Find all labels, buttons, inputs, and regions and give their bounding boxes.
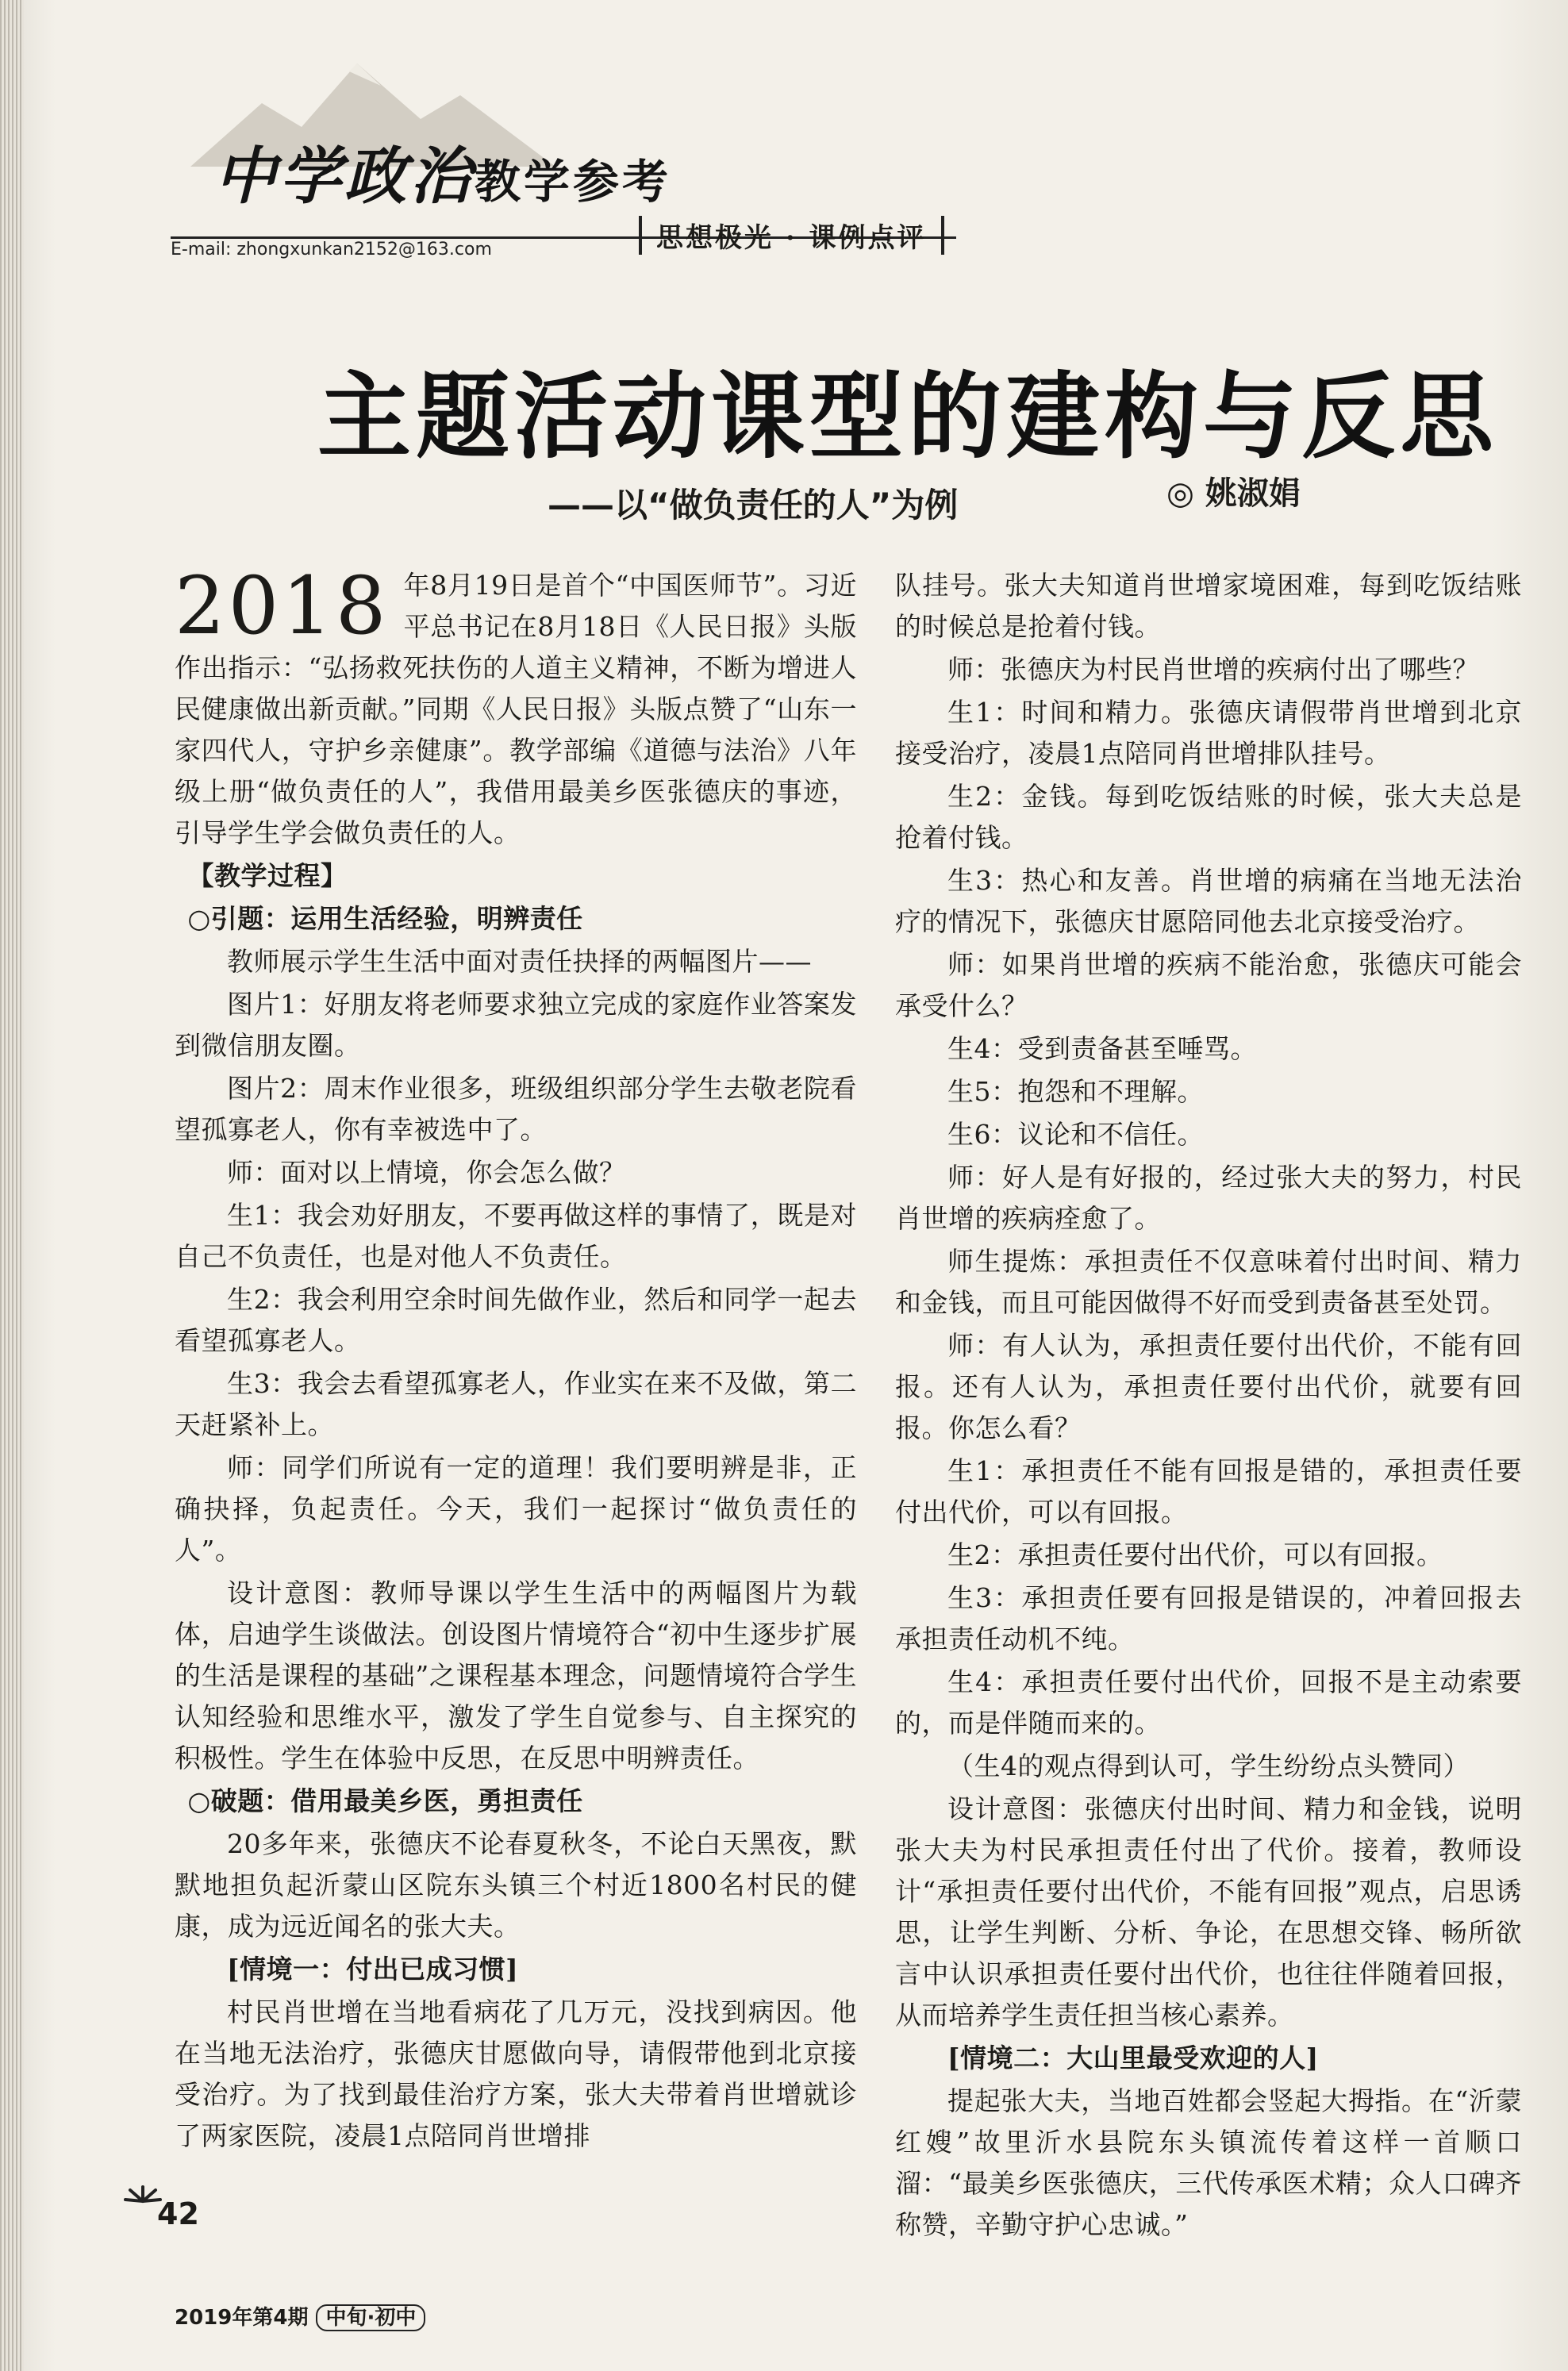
body-paragraph — [895, 2081, 1522, 2246]
masthead — [214, 127, 671, 216]
body-paragraph — [175, 1447, 857, 1571]
paragraph-text: [情境二：大山里最受欢迎的人] — [947, 2042, 1319, 2073]
paragraph-text: ○破题：借用最美乡医，勇担责任 — [187, 1785, 583, 1816]
body-paragraph — [175, 1152, 857, 1193]
article-subtitle: ——以“做负责任的人”为例 — [548, 486, 959, 525]
body-paragraph — [895, 1662, 1522, 1744]
dropcap-year: 2018 — [175, 559, 390, 652]
paragraph-text: 生3：热心和友善。肖世增的病痛在当地无法治疗的情况下，张德庆甘愿陪同他去北京接受治疗。 — [895, 865, 1522, 937]
paragraph-text: 生2：金钱。每到吃饭结账的时候，张大夫总是抢着付钱。 — [895, 781, 1522, 853]
paragraph-text: 教师展示学生生活中面对责任抉择的两幅图片—— — [227, 946, 812, 977]
body-paragraph — [895, 649, 1522, 690]
right-column — [895, 565, 1522, 2247]
body-paragraph — [895, 776, 1522, 859]
paragraph-text: 生1：我会劝好朋友，不要再做这样的事情了，既是对自己不负责任，也是对他人不负责任。 — [175, 1200, 857, 1272]
body-paragraph — [175, 1279, 857, 1362]
paragraph-text: 师：有人认为，承担责任要付出代价，不能有回报。还有人认为，承担责任要付出代价，就要有回报。你怎么看？ — [895, 1330, 1522, 1443]
body-paragraph — [895, 1789, 1522, 2036]
paragraph-text: 生5：抱怨和不理解。 — [947, 1076, 1204, 1107]
body-paragraph — [895, 692, 1522, 774]
body-paragraph — [895, 1577, 1522, 1660]
article-title: 主题活动课型的建构与反思 — [317, 362, 1499, 471]
paragraph-text: 生2：我会利用空余时间先做作业，然后和同学一起去看望孤寡老人。 — [175, 1284, 857, 1356]
body-paragraph — [895, 1325, 1522, 1449]
body-paragraph — [175, 1573, 857, 1779]
paragraph-text: ○引题：运用生活经验，明辨责任 — [187, 903, 583, 934]
paragraph-text: 师：面对以上情境，你会怎么做？ — [227, 1157, 626, 1188]
body-paragraph — [895, 565, 1522, 648]
left-column — [175, 559, 857, 2158]
scenario-heading — [175, 1949, 857, 1990]
paragraph-text: 图片1：好朋友将老师要求独立完成的家庭作业答案发到微信朋友圈。 — [175, 989, 857, 1061]
body-paragraph — [895, 1114, 1522, 1155]
body-paragraph — [175, 1363, 857, 1446]
issue-label: 2019年第4期 — [175, 2306, 309, 2330]
paragraph-text: 师：同学们所说有一定的道理！我们要明辨是非，正确抉择，负起责任。今天，我们一起探讨“做负责任的人”。 — [175, 1452, 857, 1566]
paragraph-text: 设计意图：教师导课以学生生活中的两幅图片为载体，启迪学生谈做法。创设图片情境符合“初中生逐步扩展的生活是课程的基础”之课程基本理念，问题情境符合学生认知经验和思维水平，激发了学生自觉参与、自主探究的积极性。学生在体验中反思，在反思中明辨责任。 — [175, 1577, 857, 1773]
body-paragraph — [175, 941, 857, 982]
body-paragraph — [895, 1451, 1522, 1533]
paragraph-text: 村民肖世增在当地看病花了几万元，没找到病因。他在当地无法治疗，张德庆甘愿做向导，请假带他到北京接受治疗。为了找到最佳治疗方案，张大夫带着肖世增就诊了两家医院，凌晨1点陪同肖世增排 — [175, 1996, 857, 2151]
scenario-heading — [895, 2038, 1522, 2079]
paragraph-text: 师：好人是有好报的，经过张大夫的努力，村民肖世增的疾病痊愈了。 — [895, 1162, 1522, 1234]
paragraph-text: 生4：受到责备甚至唾骂。 — [947, 1033, 1257, 1064]
section-heading — [175, 898, 857, 940]
masthead-main: 中学政治 — [214, 140, 475, 213]
body-paragraph — [895, 1071, 1522, 1112]
author-name: 姚淑娟 — [1205, 475, 1301, 512]
paragraph-text: 生4：承担责任要付出代价，回报不是主动索要的，而是伴随而来的。 — [895, 1666, 1522, 1739]
paragraph-text: 设计意图：张德庆付出时间、精力和金钱，说明张大夫为村民承担责任付出了代价。接着，教师设计“承担责任要付出代价，不能有回报”观点，启思诱思，让学生判断、分析、争论，在思想交锋、畅所欲言中认识承担责任要付出代价，也往往伴随着回报，从而培养学生责任担当核心素养。 — [895, 1793, 1522, 2031]
paragraph-text: 生6：议论和不信任。 — [947, 1119, 1204, 1150]
body-paragraph — [175, 1068, 857, 1151]
section-heading — [175, 1781, 857, 1822]
paragraph-text: 师：如果肖世增的疾病不能治愈，张德庆可能会承受什么？ — [895, 949, 1522, 1021]
paragraph-text: 生3：我会去看望孤寡老人，作业实在来不及做，第二天赶紧补上。 — [175, 1368, 857, 1440]
body-paragraph — [175, 1992, 857, 2157]
paragraph-text: 师：张德庆为村民肖世增的疾病付出了哪些？ — [947, 654, 1479, 685]
issue-info — [175, 2301, 425, 2331]
paragraph-text: 图片2：周末作业很多，班级组织部分学生去敬老院看望孤寡老人，你有幸被选中了。 — [175, 1073, 857, 1145]
paragraph-text: 生1：时间和精力。张德庆请假带肖世增到北京接受治疗，凌晨1点陪同肖世增排队挂号。 — [895, 697, 1522, 769]
body-paragraph — [895, 1028, 1522, 1070]
masthead-rest: 教学参考 — [475, 155, 672, 209]
body-paragraph — [895, 1241, 1522, 1324]
paragraph-text: 生3：承担责任要有回报是错误的，冲着回报去承担责任动机不纯。 — [895, 1582, 1522, 1654]
section-tag: 思想极光 · 课例点评 — [639, 216, 944, 255]
page-stack-edge — [0, 0, 24, 2371]
issue-tag: 中旬·初中 — [316, 2304, 425, 2331]
body-paragraph — [175, 1823, 857, 1947]
paragraph-text: 【教学过程】 — [187, 860, 348, 891]
paragraph-text: 20多年来，张德庆不论春夏秋冬，不论白天黑夜，默默地担负起沂蒙山区院东头镇三个村近1800名村民的健康，成为远近闻名的张大夫。 — [175, 1828, 857, 1942]
author-byline — [1166, 468, 1301, 513]
body-paragraph — [895, 1157, 1522, 1239]
paragraph-text: [情境一：付出已成习惯] — [227, 1954, 519, 1985]
page-number: 42 — [157, 2196, 199, 2231]
body-paragraph — [895, 1535, 1522, 1576]
paragraph-text: 生1：承担责任不能有回报是错的，承担责任要付出代价，可以有回报。 — [895, 1455, 1522, 1528]
paragraph-text: （生4的观点得到认可，学生纷纷点头赞同） — [947, 1750, 1470, 1781]
author-mark: ◎ — [1166, 475, 1194, 512]
section-heading — [175, 855, 857, 897]
paragraph-text: 年8月19日是首个“中国医师节”。习近平总书记在8月18日《人民日报》头版作出指示：“弘扬救死扶伤的人道主义精神，不断为增进人民健康做出新贡献。”同期《人民日报》头版点赞了“山东一家四代人，守护乡亲健康”。教学部编《道德与法治》八年级上册“做负责任的人”，我借用最美乡医张德庆的事迹，引导学生学会做负责任的人。 — [175, 570, 857, 848]
body-paragraph — [175, 1195, 857, 1278]
paragraph-text: 提起张大夫，当地百姓都会竖起大拇指。在“沂蒙红嫂”故里沂水县院东头镇流传着这样一首顺口溜：“最美乡医张德庆，三代传承医术精；众人口碑齐称赞，辛勤守护心忠诚。” — [895, 2085, 1522, 2240]
body-paragraph — [895, 944, 1522, 1027]
email-address: E-mail: zhongxunkan2152@163.com — [171, 240, 492, 259]
body-paragraph — [175, 984, 857, 1066]
body-paragraph — [895, 860, 1522, 943]
paragraph-text: 队挂号。张大夫知道肖世增家境困难，每到吃饭结账的时候总是抢着付钱。 — [895, 570, 1522, 642]
paragraph-text: 师生提炼：承担责任不仅意味着付出时间、精力和金钱，而且可能因做得不好而受到责备甚至处罚。 — [895, 1246, 1522, 1318]
paragraph-text: 生2：承担责任要付出代价，可以有回报。 — [947, 1539, 1443, 1570]
body-paragraph — [895, 1746, 1522, 1787]
body-paragraph — [175, 559, 857, 854]
